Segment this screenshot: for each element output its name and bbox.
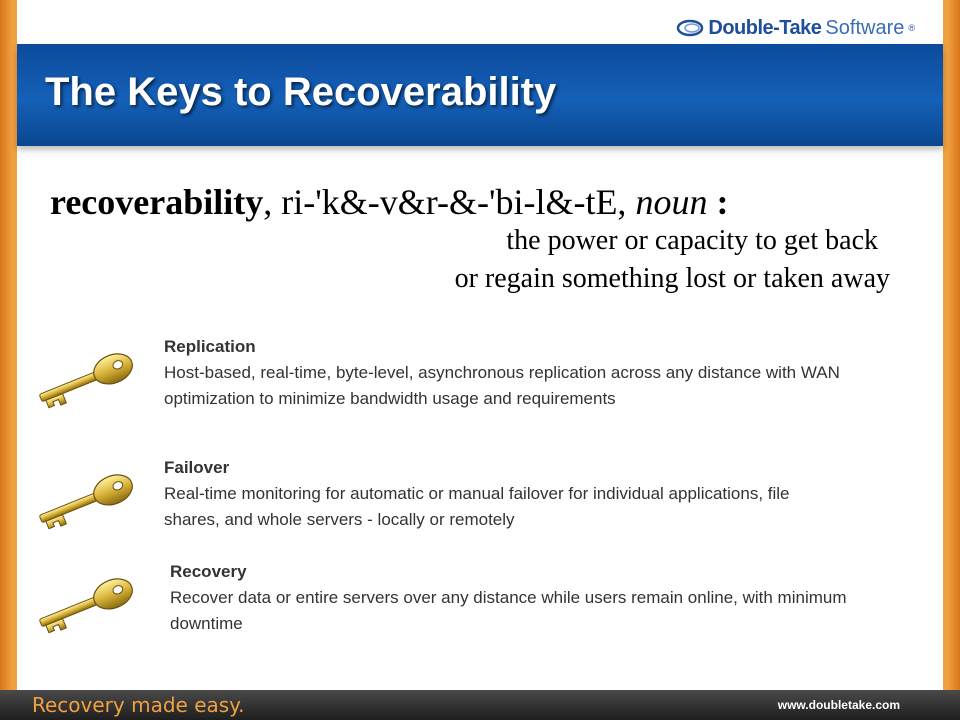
key-item-title: Replication: [164, 337, 256, 356]
title-banner: [17, 44, 943, 146]
definition-colon: :: [716, 182, 729, 222]
meaning-line-2: or regain something lost or taken away: [454, 263, 890, 294]
definition-meaning: [50, 222, 890, 298]
key-item-text: [164, 334, 844, 412]
definition-part-of-speech: noun: [635, 182, 708, 222]
meaning-line-1: the power or capacity to get back: [506, 225, 878, 256]
footer-url-link[interactable]: www.doubletake.com: [777, 698, 900, 712]
gold-key-icon: [30, 342, 140, 412]
footer-bar: [0, 690, 960, 720]
key-item-title: Failover: [164, 458, 230, 477]
logo-registered-mark: ®: [908, 23, 915, 33]
logo-bold-text: Double-Take: [708, 16, 822, 39]
key-item-title: Recovery: [170, 562, 247, 581]
footer-tagline: Recovery made easy.: [32, 693, 245, 717]
gold-key-icon: [30, 463, 140, 533]
page-title: The Keys to Recoverability: [45, 70, 557, 114]
definition-block: [50, 180, 890, 298]
logo-light-text: Software: [825, 16, 905, 39]
key-item-body: Host-based, real-time, byte-level, asynchronous replication across any distance with WAN optimization to minimize bandwidth usage and requirements: [164, 363, 840, 408]
key-item-text: [164, 455, 844, 533]
key-item-body: Recover data or entire servers over any distance while users remain online, with minimum downtime: [170, 588, 847, 633]
gold-key-icon: [30, 567, 140, 637]
swoosh-icon: [676, 17, 704, 39]
double-take-logo: [676, 14, 915, 42]
definition-headline: [50, 180, 890, 224]
definition-pronunciation: , ri-'k&-v&r-&-'bi-l&-tE,: [263, 182, 636, 222]
definition-word: recoverability: [50, 182, 264, 222]
key-item-text: [170, 559, 850, 637]
key-item-body: Real-time monitoring for automatic or manual failover for individual applications, file shares, and whole servers - locally or remotely: [164, 484, 790, 529]
